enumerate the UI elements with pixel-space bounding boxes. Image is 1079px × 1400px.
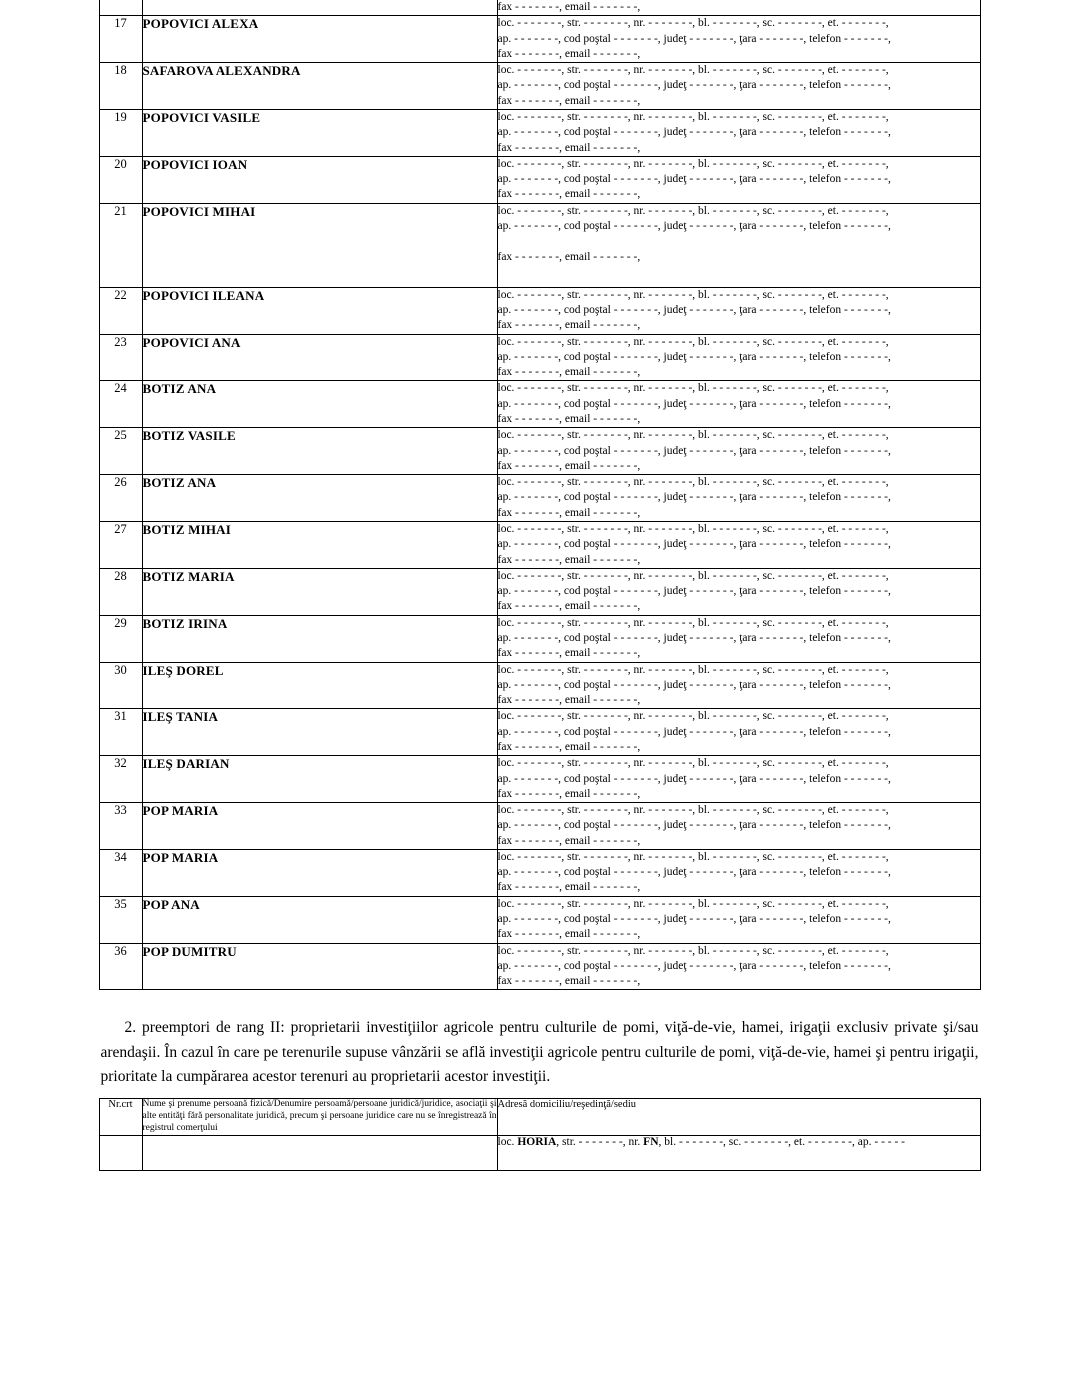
address-locality: HORIA <box>517 1135 557 1148</box>
address-line-3: fax - - - - - - -, email - - - - - - -, <box>497 928 641 941</box>
row-number: 21 <box>99 203 142 287</box>
address-line-3: fax - - - - - - -, email - - - - - - -, <box>497 366 641 379</box>
row-address <box>497 662 980 709</box>
address-line-2: ap. - - - - - - -, cod poştal - - - - - - -, judeţ - - - - - - -, ţara - - - - - - -, telefon - - - - - - -, <box>497 866 891 879</box>
row-number: 26 <box>99 475 142 522</box>
address-line-3: fax - - - - - - -, email - - - - - - -, <box>497 787 641 800</box>
address-line-2: ap. - - - - - - -, cod poştal - - - - - - -, judeţ - - - - - - -, ţara - - - - - - -, telefon - - - - - - -, <box>497 678 891 691</box>
address-line-1: loc. - - - - - - -, str. - - - - - - -, nr. - - - - - - -, bl. - - - - - - -, sc. - - - - - - -, et. - - - - - - -, <box>497 616 889 629</box>
row-name: POPOVICI ANA <box>142 334 497 381</box>
address-line-1: loc. - - - - - - -, str. - - - - - - -, nr. - - - - - - -, bl. - - - - - - -, sc. - - - - - - -, et. - - - - - - -, <box>497 110 889 123</box>
address-line-1: loc. - - - - - - -, str. - - - - - - -, nr. - - - - - - -, bl. - - - - - - -, sc. - - - - - - -, et. - - - - - - -, <box>497 804 889 817</box>
address-number: FN <box>643 1135 659 1148</box>
address-line-2: ap. - - - - - - -, cod poştal - - - - - - -, judeţ - - - - - - -, ţara - - - - - - -, telefon - - - - - - -, <box>497 585 891 598</box>
address-mid: , str. - - - - - - -, nr. <box>556 1135 644 1148</box>
address-line-2: ap. - - - - - - -, cod poştal - - - - - - -, judeţ - - - - - - -, ţara - - - - - - -, telefon - - - - - - -, <box>497 959 891 972</box>
address-line-1: loc. - - - - - - -, str. - - - - - - -, nr. - - - - - - -, bl. - - - - - - -, sc. - - - - - - -, et. - - - - - - -, <box>497 288 889 301</box>
row-number: 36 <box>99 943 142 990</box>
row-name: BOTIZ MIHAI <box>142 522 497 569</box>
address-line-3: fax - - - - - - -, email - - - - - - -, <box>497 600 641 613</box>
row-address <box>497 203 980 287</box>
column-header-address: Adresă domiciliu/reşedinţă/sediu <box>497 1098 980 1135</box>
row-address <box>497 287 980 334</box>
address-line-2: ap. - - - - - - -, cod poştal - - - - - - -, judeţ - - - - - - -, ţara - - - - - - -, telefon - - - - - - -, <box>497 491 891 504</box>
row-number: 35 <box>99 896 142 943</box>
row-address <box>497 522 980 569</box>
table-row <box>99 16 980 63</box>
address-line-3: fax - - - - - - -, email - - - - - - -, <box>497 459 641 472</box>
row-name: POPOVICI MIHAI <box>142 203 497 287</box>
row-name: BOTIZ VASILE <box>142 428 497 475</box>
address-line-3: fax - - - - - - -, email - - - - - - -, <box>497 141 641 154</box>
table-row <box>99 334 980 381</box>
address-line-1: loc. - - - - - - -, str. - - - - - - -, nr. - - - - - - -, bl. - - - - - - -, sc. - - - - - - -, et. - - - - - - -, <box>497 429 889 442</box>
address-line-3: fax - - - - - - -, email - - - - - - -, <box>497 553 641 566</box>
row-number: 27 <box>99 522 142 569</box>
row-number <box>99 0 142 16</box>
row-address <box>497 475 980 522</box>
row-name: POP ANA <box>142 896 497 943</box>
address-line-3: fax - - - - - - -, email - - - - - - -, <box>497 694 641 707</box>
address-line-1: loc. - - - - - - -, str. - - - - - - -, nr. - - - - - - -, bl. - - - - - - -, sc. - - - - - - -, et. - - - - - - -, <box>497 710 889 723</box>
row-name: POP MARIA <box>142 803 497 850</box>
address-line-1: loc. - - - - - - -, str. - - - - - - -, nr. - - - - - - -, bl. - - - - - - -, sc. - - - - - - -, et. - - - - - - -, <box>497 64 889 77</box>
address-line-3: fax - - - - - - -, email - - - - - - -, <box>497 975 641 988</box>
table-row <box>99 615 980 662</box>
row-address <box>497 63 980 110</box>
row-address <box>497 109 980 156</box>
address-line-2: ap. - - - - - - -, cod poştal - - - - - - -, judeţ - - - - - - -, ţara - - - - - - -, telefon - - - - - - -, <box>497 397 891 410</box>
row-address <box>497 896 980 943</box>
row-number: 22 <box>99 287 142 334</box>
row-address <box>497 156 980 203</box>
address-line-3: fax - - - - - - -, email - - - - - - -, <box>497 94 641 107</box>
address-line-2: ap. - - - - - - -, cod poştal - - - - - - -, judeţ - - - - - - -, ţara - - - - - - -, telefon - - - - - - -, <box>497 32 891 45</box>
table-row-clipped <box>99 0 980 16</box>
address-line-2: ap. - - - - - - -, cod poştal - - - - - - -, judeţ - - - - - - -, ţara - - - - - - -, telefon - - - - - - -, <box>497 350 891 363</box>
row-number: 19 <box>99 109 142 156</box>
row-address <box>497 709 980 756</box>
address-line-1: loc. - - - - - - -, str. - - - - - - -, nr. - - - - - - -, bl. - - - - - - -, sc. - - - - - - -, et. - - - - - - -, <box>497 944 889 957</box>
address-line-2: ap. - - - - - - -, cod poştal - - - - - - -, judeţ - - - - - - -, ţara - - - - - - -, telefon - - - - - - -, <box>497 219 891 232</box>
table-row <box>99 568 980 615</box>
address-line-1: loc. - - - - - - -, str. - - - - - - -, nr. - - - - - - -, bl. - - - - - - -, sc. - - - - - - -, et. - - - - - - -, <box>497 757 889 770</box>
address-line-1: loc. - - - - - - -, str. - - - - - - -, nr. - - - - - - -, bl. - - - - - - -, sc. - - - - - - -, et. - - - - - - -, <box>497 17 889 30</box>
row-address <box>497 568 980 615</box>
address-line-1: loc. - - - - - - -, str. - - - - - - -, nr. - - - - - - -, bl. - - - - - - -, sc. - - - - - - -, et. - - - - - - -, <box>497 663 889 676</box>
table-row <box>99 756 980 803</box>
row-name: BOTIZ IRINA <box>142 615 497 662</box>
row-address <box>497 943 980 990</box>
row-name: SAFAROVA ALEXANDRA <box>142 63 497 110</box>
table-row <box>99 63 980 110</box>
address-line-2: ap. - - - - - - -, cod poştal - - - - - - -, judeţ - - - - - - -, ţara - - - - - - -, telefon - - - - - - -, <box>497 444 891 457</box>
address-line-2: ap. - - - - - - -, cod poştal - - - - - - -, judeţ - - - - - - -, ţara - - - - - - -, telefon - - - - - - -, <box>497 126 891 139</box>
address-suffix: , bl. - - - - - - -, sc. - - - - - - -, et. - - - - - - -, ap. - - - - - <box>658 1135 906 1148</box>
table-row <box>99 522 980 569</box>
table-row <box>99 849 980 896</box>
address-line-2: ap. - - - - - - -, cod poştal - - - - - - -, judeţ - - - - - - -, ţara - - - - - - -, telefon - - - - - - -, <box>497 772 891 785</box>
table-row <box>99 381 980 428</box>
row-number <box>99 1135 142 1170</box>
preemptors-rank-ii-table <box>99 1098 981 1171</box>
row-number: 31 <box>99 709 142 756</box>
table-header-row <box>99 1098 980 1135</box>
table-row <box>99 475 980 522</box>
table-row <box>99 662 980 709</box>
row-name: POPOVICI ILEANA <box>142 287 497 334</box>
row-address <box>497 381 980 428</box>
row-number: 32 <box>99 756 142 803</box>
address-line-3: fax - - - - - - -, email - - - - - - -, <box>497 250 641 263</box>
table-row <box>99 109 980 156</box>
address-line-1: loc. - - - - - - -, str. - - - - - - -, nr. - - - - - - -, bl. - - - - - - -, sc. - - - - - - -, et. - - - - - - -, <box>497 897 889 910</box>
row-name: POPOVICI IOAN <box>142 156 497 203</box>
address-line-2: ap. - - - - - - -, cod poştal - - - - - - -, judeţ - - - - - - -, ţara - - - - - - -, telefon - - - - - - -, <box>497 913 891 926</box>
address-line-2: ap. - - - - - - -, cod poştal - - - - - - -, judeţ - - - - - - -, ţara - - - - - - -, telefon - - - - - - -, <box>497 173 891 186</box>
row-name: POPOVICI ALEXA <box>142 16 497 63</box>
address-line-3: fax - - - - - - -, email - - - - - - -, <box>497 413 641 426</box>
column-header-nr: Nr.crt <box>99 1098 142 1135</box>
row-number: 30 <box>99 662 142 709</box>
column-header-name: Nume şi prenume persoană fizică/Denumire persoamă/persoane juridică/juridice, asociaţii şi alte entităţi fără personalitate juridică, precum şi persoane juridice care nu se înregistrează în registrul comerţului <box>142 1098 497 1135</box>
address-line-1: loc. - - - - - - -, str. - - - - - - -, nr. - - - - - - -, bl. - - - - - - -, sc. - - - - - - -, et. - - - - - - -, <box>497 382 889 395</box>
address-line-2: ap. - - - - - - -, cod poştal - - - - - - -, judeţ - - - - - - -, ţara - - - - - - -, telefon - - - - - - -, <box>497 819 891 832</box>
row-number: 33 <box>99 803 142 850</box>
address-line-3: fax - - - - - - -, email - - - - - - -, <box>497 647 641 660</box>
row-name: BOTIZ ANA <box>142 475 497 522</box>
row-number: 34 <box>99 849 142 896</box>
table-row <box>99 896 980 943</box>
address-line-2: ap. - - - - - - -, cod poştal - - - - - - -, judeţ - - - - - - -, ţara - - - - - - -, telefon - - - - - - -, <box>497 538 891 551</box>
preemptors-rank-i-table <box>99 0 981 990</box>
row-name: BOTIZ MARIA <box>142 568 497 615</box>
table-body <box>99 0 980 990</box>
table-row <box>99 156 980 203</box>
row-name: ILEŞ TANIA <box>142 709 497 756</box>
table-row <box>99 803 980 850</box>
table-row <box>99 709 980 756</box>
address-line-3: fax - - - - - - -, email - - - - - - -, <box>497 319 641 332</box>
row-address <box>497 849 980 896</box>
row-address <box>497 803 980 850</box>
row-address <box>497 615 980 662</box>
row-number: 28 <box>99 568 142 615</box>
row-number: 24 <box>99 381 142 428</box>
address-line-3: fax - - - - - - -, email - - - - - - -, <box>497 188 641 201</box>
address-line-1: loc. - - - - - - -, str. - - - - - - -, nr. - - - - - - -, bl. - - - - - - -, sc. - - - - - - -, et. - - - - - - -, <box>497 476 889 489</box>
row-name: POP DUMITRU <box>142 943 497 990</box>
address-line-3: fax - - - - - - -, email - - - - - - -, <box>497 506 641 519</box>
row-name: POPOVICI VASILE <box>142 109 497 156</box>
row-name: ILEŞ DOREL <box>142 662 497 709</box>
table-row <box>99 943 980 990</box>
address-line-1: loc. - - - - - - -, str. - - - - - - -, nr. - - - - - - -, bl. - - - - - - -, sc. - - - - - - -, et. - - - - - - -, <box>497 569 889 582</box>
row-number: 17 <box>99 16 142 63</box>
row-address <box>497 1135 980 1170</box>
row-number: 20 <box>99 156 142 203</box>
row-number: 18 <box>99 63 142 110</box>
address-line-2: ap. - - - - - - -, cod poştal - - - - - - -, judeţ - - - - - - -, ţara - - - - - - -, telefon - - - - - - -, <box>497 304 891 317</box>
row-address <box>497 756 980 803</box>
row-number: 29 <box>99 615 142 662</box>
address-line-1: loc. - - - - - - -, str. - - - - - - -, nr. - - - - - - -, bl. - - - - - - -, sc. - - - - - - -, et. - - - - - - -, <box>497 204 889 217</box>
address-line-1: loc. - - - - - - -, str. - - - - - - -, nr. - - - - - - -, bl. - - - - - - -, sc. - - - - - - -, et. - - - - - - -, <box>497 523 889 535</box>
table-row <box>99 1135 980 1170</box>
address-line-2: ap. - - - - - - -, cod poştal - - - - - - -, judeţ - - - - - - -, ţara - - - - - - -, telefon - - - - - - -, <box>497 725 891 738</box>
row-name: ILEŞ DARIAN <box>142 756 497 803</box>
address-prefix: loc. <box>497 1135 518 1148</box>
address-line-2: ap. - - - - - - -, cod poştal - - - - - - -, judeţ - - - - - - -, ţara - - - - - - -, telefon - - - - - - -, <box>497 631 891 644</box>
row-address <box>497 334 980 381</box>
row-name: POP MARIA <box>142 849 497 896</box>
table-row <box>99 287 980 334</box>
address-line-3: fax - - - - - - -, email - - - - - - -, <box>497 834 641 847</box>
address-line-3: fax - - - - - - -, email - - - - - - -, <box>497 740 641 753</box>
address-line-1: loc. - - - - - - -, str. - - - - - - -, nr. - - - - - - -, bl. - - - - - - -, sc. - - - - - - -, et. - - - - - - -, <box>497 335 889 348</box>
row-name <box>142 1135 497 1170</box>
row-address <box>497 428 980 475</box>
table-row <box>99 428 980 475</box>
row-address: fax - - - - - - -, email - - - - - - -, <box>497 0 980 16</box>
row-address <box>497 16 980 63</box>
address-line-3: fax - - - - - - -, email - - - - - - -, <box>497 881 641 894</box>
address-line-3: fax - - - - - - -, email - - - - - - -, <box>497 47 641 60</box>
table-body <box>99 1098 980 1170</box>
paragraph-preemptors-rank-ii: 2. preemptori de rang II: proprietarii investiţiilor agricole pentru culturile de pomi, viţă-de-vie, hamei, irigaţii exclusiv private şi/sau arendaşii. În cazul în care pe terenurile supuse vânzării se află investiţii agricole pentru culturile de pomi, viţă-de-vie, hamei şi pentru irigaţii, prioritate la cumpărarea acestor terenuri au proprietarii acestor investiţii. <box>100 1019 979 1086</box>
address-line-1: loc. - - - - - - -, str. - - - - - - -, nr. - - - - - - -, bl. - - - - - - -, sc. - - - - - - -, et. - - - - - - -, <box>497 850 889 863</box>
address-line-1: loc. - - - - - - -, str. - - - - - - -, nr. - - - - - - -, bl. - - - - - - -, sc. - - - - - - -, et. - - - - - - -, <box>497 157 889 170</box>
row-name: BOTIZ ANA <box>142 381 497 428</box>
row-number: 25 <box>99 428 142 475</box>
row-name <box>142 0 497 16</box>
address-line-2: ap. - - - - - - -, cod poştal - - - - - - -, judeţ - - - - - - -, ţara - - - - - - -, telefon - - - - - - -, <box>497 79 891 92</box>
table-row <box>99 203 980 287</box>
row-number: 23 <box>99 334 142 381</box>
